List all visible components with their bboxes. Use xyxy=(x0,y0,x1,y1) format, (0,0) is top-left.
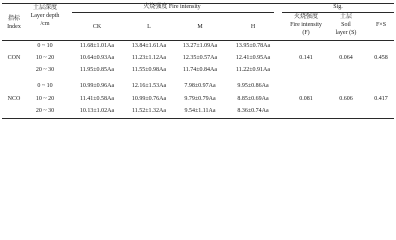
header-h: H xyxy=(250,24,256,30)
header-fxs: F×S xyxy=(375,22,387,28)
sig-group-rule xyxy=(282,12,394,13)
header-m: M xyxy=(197,24,203,30)
table-row-depth: 20 ~ 30 xyxy=(35,108,55,114)
header-fire-intensity-en: Fire intensity xyxy=(290,22,322,28)
table-row-depth: 10 ~ 20 xyxy=(35,55,55,61)
table-cell-l: 10.99±0.76Aa xyxy=(131,96,167,102)
header-soil-layer-abbr: layer (S) xyxy=(335,30,357,36)
table-bottom-rule xyxy=(2,118,394,119)
table-cell-ck: 11.95±0.85Aa xyxy=(79,67,115,73)
table-cell-l: 12.16±1.53Aa xyxy=(131,83,167,89)
table-cell-m: 12.35±0.57Aa xyxy=(182,55,218,61)
sig-soil-layer-nco: 0.606 xyxy=(339,96,353,102)
sig-fire-intensity-con: 0.141 xyxy=(299,55,313,61)
table-cell-m: 7.98±0.97Aa xyxy=(184,83,216,89)
header-depth-cn: 土层深度 xyxy=(32,5,58,11)
table-row-depth: 10 ~ 20 xyxy=(35,96,55,102)
intensity-group-rule xyxy=(72,12,274,13)
header-depth-en: Layer depth xyxy=(30,13,60,19)
sig-fire-intensity-nco: 0.081 xyxy=(299,96,313,102)
table-cell-l: 11.23±1.12Aa xyxy=(131,55,167,61)
header-intensity-group: 火烧强度 Fire intensity xyxy=(143,4,201,10)
table-cell-l: 11.55±0.98Aa xyxy=(131,67,167,73)
index-label-con: CON xyxy=(7,55,21,61)
table-cell-ck: 10.64±0.93Aa xyxy=(79,55,115,61)
table-cell-ck: 11.41±0.58Aa xyxy=(79,96,115,102)
table-cell-ck: 10.99±0.96Aa xyxy=(79,83,115,89)
header-soil-layer-cn: 土层 xyxy=(339,14,353,20)
table-cell-m: 9.79±0.79Aa xyxy=(184,96,216,102)
table-cell-h: 8.36±0.74Aa xyxy=(237,108,269,114)
header-depth-unit: /cm xyxy=(40,21,50,27)
table-cell-m: 11.74±0.84Aa xyxy=(182,67,218,73)
header-bottom-rule xyxy=(2,40,394,41)
header-fire-intensity-abbr: (F) xyxy=(302,30,310,36)
sig-fxs-con: 0.458 xyxy=(374,55,388,61)
sig-fxs-nco: 0.417 xyxy=(374,96,388,102)
table-cell-m: 13.27±1.09Aa xyxy=(182,43,218,49)
header-index-cn: 指标 xyxy=(7,16,21,22)
table-cell-l: 13.84±1.61Aa xyxy=(131,43,167,49)
table-row-depth: 0 ~ 10 xyxy=(37,43,53,49)
table-cell-l: 11.52±1.32Aa xyxy=(131,108,167,114)
header-ck: CK xyxy=(92,24,102,30)
table-cell-ck: 11.68±1.01Aa xyxy=(79,43,115,49)
header-soil-layer-en: Soil xyxy=(341,22,351,28)
table-cell-m: 9.54±1.11Aa xyxy=(184,108,216,114)
header-sig-group: Sig. xyxy=(333,4,343,10)
header-l: L xyxy=(147,24,151,30)
table-cell-h: 11.22±0.91Aa xyxy=(235,67,271,73)
table-cell-ck: 10.13±1.02Aa xyxy=(79,108,115,114)
header-fire-intensity-cn: 火烧强度 xyxy=(293,14,319,20)
table-row-depth: 20 ~ 30 xyxy=(35,67,55,73)
table-cell-h: 13.95±0.78Aa xyxy=(235,43,271,49)
header-index-en: Index xyxy=(7,24,21,30)
table-cell-h: 9.95±0.86Aa xyxy=(237,83,269,89)
index-label-nco: NCO xyxy=(7,96,21,102)
table-row-depth: 0 ~ 10 xyxy=(37,83,53,89)
table-cell-h: 8.85±0.69Aa xyxy=(237,96,269,102)
table-cell-h: 12.41±0.95Aa xyxy=(235,55,271,61)
sig-soil-layer-con: 0.064 xyxy=(339,55,353,61)
